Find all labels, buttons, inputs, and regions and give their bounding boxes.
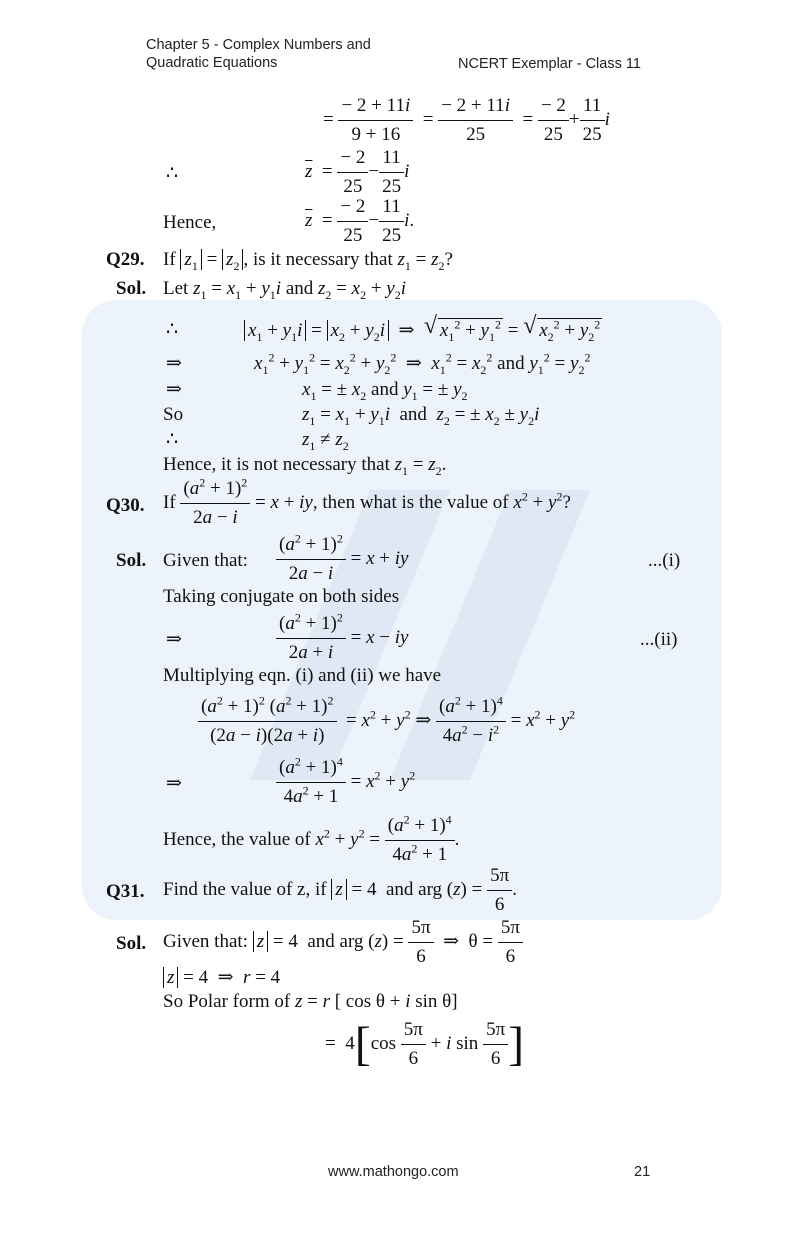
math-line-pm: $x_1$ = ± $x_2$ and $y_1$ = ± $y_2$ — [302, 379, 468, 403]
footer-website: www.mathongo.com — [328, 1164, 459, 1180]
q29-sol-label: Sol. — [116, 278, 147, 299]
q30-conclusion: Hence, the value of $x^2 + y^2$ = $\frac{(a^2 + 1)^4}{4a^2 + 1}$ . — [163, 812, 460, 865]
chapter-title: Chapter 5 - Complex Numbers and Quadratic Equations — [146, 37, 371, 71]
therefore-symbol: ∴ — [166, 429, 179, 450]
eq-number-ii: ...(ii) — [640, 629, 678, 650]
therefore-symbol: ∴ — [166, 319, 179, 340]
q30-label: Q30. — [106, 495, 145, 516]
q30-question: If $\frac{(a^2 + 1)^2}{2a - i}$ = x + iy, then what is the value of $x^2 + y^2$? — [163, 475, 571, 528]
q31-modulus-line: z = 4 ⇒ r = 4 — [163, 966, 280, 990]
math-line-z-forms: $z_1 = x_1 + y_1i$ and $z_2$ = ± $x_2 \pm y_2i$ — [302, 404, 540, 428]
q30-conj-eq: $\frac{(a^2 + 1)^2}{2a + i}$ = x − iy — [276, 612, 408, 665]
math-line-not-equal: $z_1 \ne z_2$ — [302, 429, 349, 453]
implies-symbol: ⇒ — [166, 379, 182, 400]
q30-simplified-eq: $\frac{(a^2 + 1)^4}{4a^2 + 1}$ = $x^2 + y^2$ — [276, 756, 415, 809]
q31-polar-text: So Polar form of z = r [ cos θ + i sin θ] — [163, 991, 458, 1012]
q29-label: Q29. — [106, 249, 145, 270]
book-title: NCERT Exemplar - Class 11 — [458, 56, 641, 72]
page-number: 21 — [634, 1164, 651, 1180]
implies-symbol: ⇒ — [166, 353, 182, 374]
q31-given: Given that: z = 4 and arg (z) = $\frac{5\pi}{6}$ ⇒ θ = $\frac{5\pi}{6}$ — [163, 916, 523, 969]
math-line-zbar: $\overline{z}$ = $\frac{- 2}{25}$ − $\frac{11}{25}$ i — [305, 147, 410, 197]
q29-sol-let: Let $z_1 = x_1 + y_1i$ and $z_2 = x_2 + y_2i$ — [163, 278, 407, 302]
hence-label: Hence, — [163, 212, 217, 233]
q29-conclusion: Hence, it is not necessary that $z_1 = z_2$. — [163, 454, 447, 478]
math-line-squares: $x_1^2 + y_1^2 = x_2^2 + y_2^2$ ⇒ $x_1^2 = x_2^2$ and $y_1^2 = y_2^2$ — [254, 350, 591, 377]
q31-question: Find the value of z, if z = 4 and arg (z) = $\frac{5\pi}{6}$ . — [163, 865, 517, 915]
q31-polar-value: = 4[cos $\frac{5\pi}{6}$ + i sin $\frac{5\pi}{6}$ ] — [325, 1017, 525, 1071]
q30-given-label: Given that: — [163, 550, 248, 571]
so-label: So — [163, 404, 184, 425]
q30-product-eq: $\frac{(a^2 + 1)^2 (a^2 + 1)^2}{(2a - i)(2a + i)}$ = $x^2 + y^2$ ⇒ $\frac{(a^2 + 1)^4}{4a^2 - i^2}$ = $x^2 + y^2$ — [198, 695, 575, 748]
q30-sol-label: Sol. — [116, 550, 147, 571]
q30-conj-text: Taking conjugate on both sides — [163, 586, 400, 607]
eq-number-i: ...(i) — [648, 550, 681, 571]
therefore-symbol: ∴ — [166, 163, 179, 184]
implies-symbol: ⇒ — [166, 629, 182, 650]
implies-symbol: ⇒ — [166, 773, 182, 794]
math-line-modulus-eq: $x_1 + y_1i = x_2 + y_2i$ ⇒ √ $x_1^2 + y_1^2$ = √ $x_2^2 + y_2^2$ — [244, 318, 602, 343]
math-line-conjugate-calc: = $\frac{- 2 + 11i}{9 + 16}$ = $\frac{- 2 + 11i}{25}$ = $\frac{- 2}{25}$ + $\frac{11}{25}$ i — [323, 95, 610, 145]
q30-given-eq: $\frac{(a^2 + 1)^2}{2a - i}$ = x + iy — [276, 533, 408, 586]
q29-question: If $z_1 = z_2$ , is it necessary that $z_1 = z_2$? — [163, 249, 453, 273]
q30-mult-text: Multiplying eqn. (i) and (ii) we have — [163, 665, 442, 686]
math-line-zbar-final: $\overline{z}$ = $\frac{- 2}{25}$ − $\frac{11}{25}$ i. — [305, 196, 415, 246]
q31-sol-label: Sol. — [116, 933, 147, 954]
q31-label: Q31. — [106, 881, 145, 902]
